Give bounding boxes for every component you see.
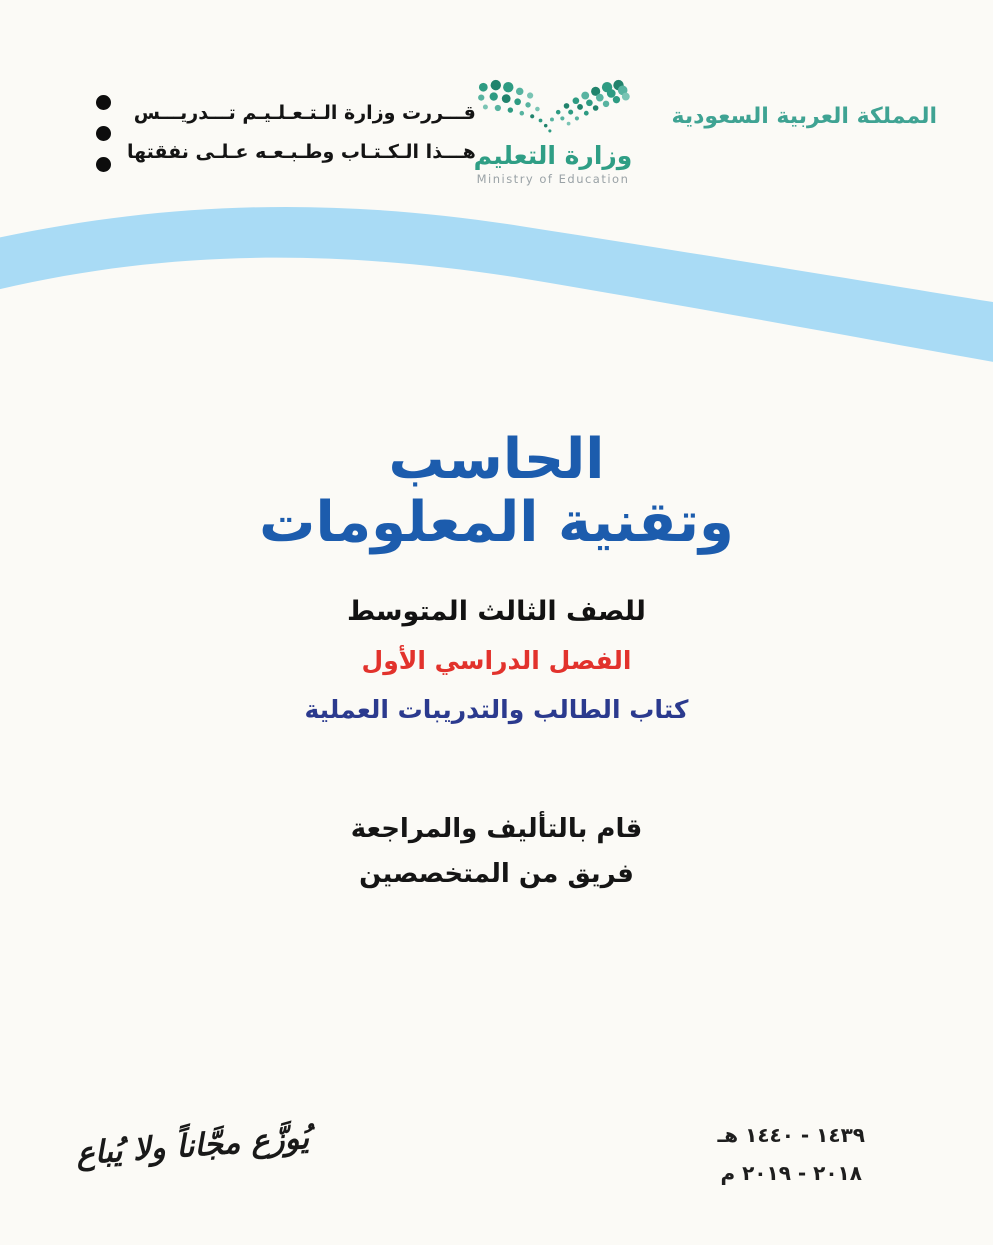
- ministry-logo: [448, 76, 658, 186]
- kingdom-title: المملكة العربية السعودية: [671, 104, 937, 129]
- decree-text: [127, 94, 476, 172]
- dot-icon: [96, 95, 111, 110]
- ministry-subtitle: Ministry of Education: [476, 172, 630, 186]
- decree-dots-icon: [96, 95, 111, 172]
- swoosh-band: [0, 0, 993, 420]
- ministry-wordmark: وزارة التعليم: [473, 141, 633, 170]
- decree-block: [96, 94, 476, 172]
- book-title-line1: الحاسب: [388, 427, 605, 492]
- semester-label: الفصل الدراسي الأول: [361, 646, 632, 675]
- dot-icon: [96, 157, 111, 172]
- decree-line-1: قـــررت وزارة الـتـعـلـيـم تـــدريـــس: [133, 102, 476, 124]
- gregorian-year: ٢٠١٨ - ٢٠١٩ م: [720, 1161, 862, 1185]
- authors-line2: فريق من المتخصصين: [359, 859, 634, 889]
- book-type-label: كتاب الطالب والتدريبات العملية: [304, 695, 689, 724]
- decree-line-2: هـــذا الـكـتـاب وطـبـعـه عـلـى نفقتها: [127, 141, 476, 163]
- book-title-line2: وتقنية المعلومات: [259, 490, 734, 555]
- authors-line1: قام بالتأليف والمراجعة: [350, 814, 643, 844]
- distribution-note: يُوزَّع مجَّاناً ولا يُباع: [75, 1119, 311, 1173]
- grade-label: للصف الثالث المتوسط: [347, 596, 646, 627]
- authors-block: [0, 807, 993, 897]
- cover-main: [0, 428, 993, 897]
- ministry-dots-icon: [475, 76, 631, 140]
- hijri-year: ١٤٣٩ - ١٤٤٠ هـ: [717, 1123, 865, 1147]
- edition-years: [717, 1116, 865, 1192]
- dot-icon: [96, 126, 111, 141]
